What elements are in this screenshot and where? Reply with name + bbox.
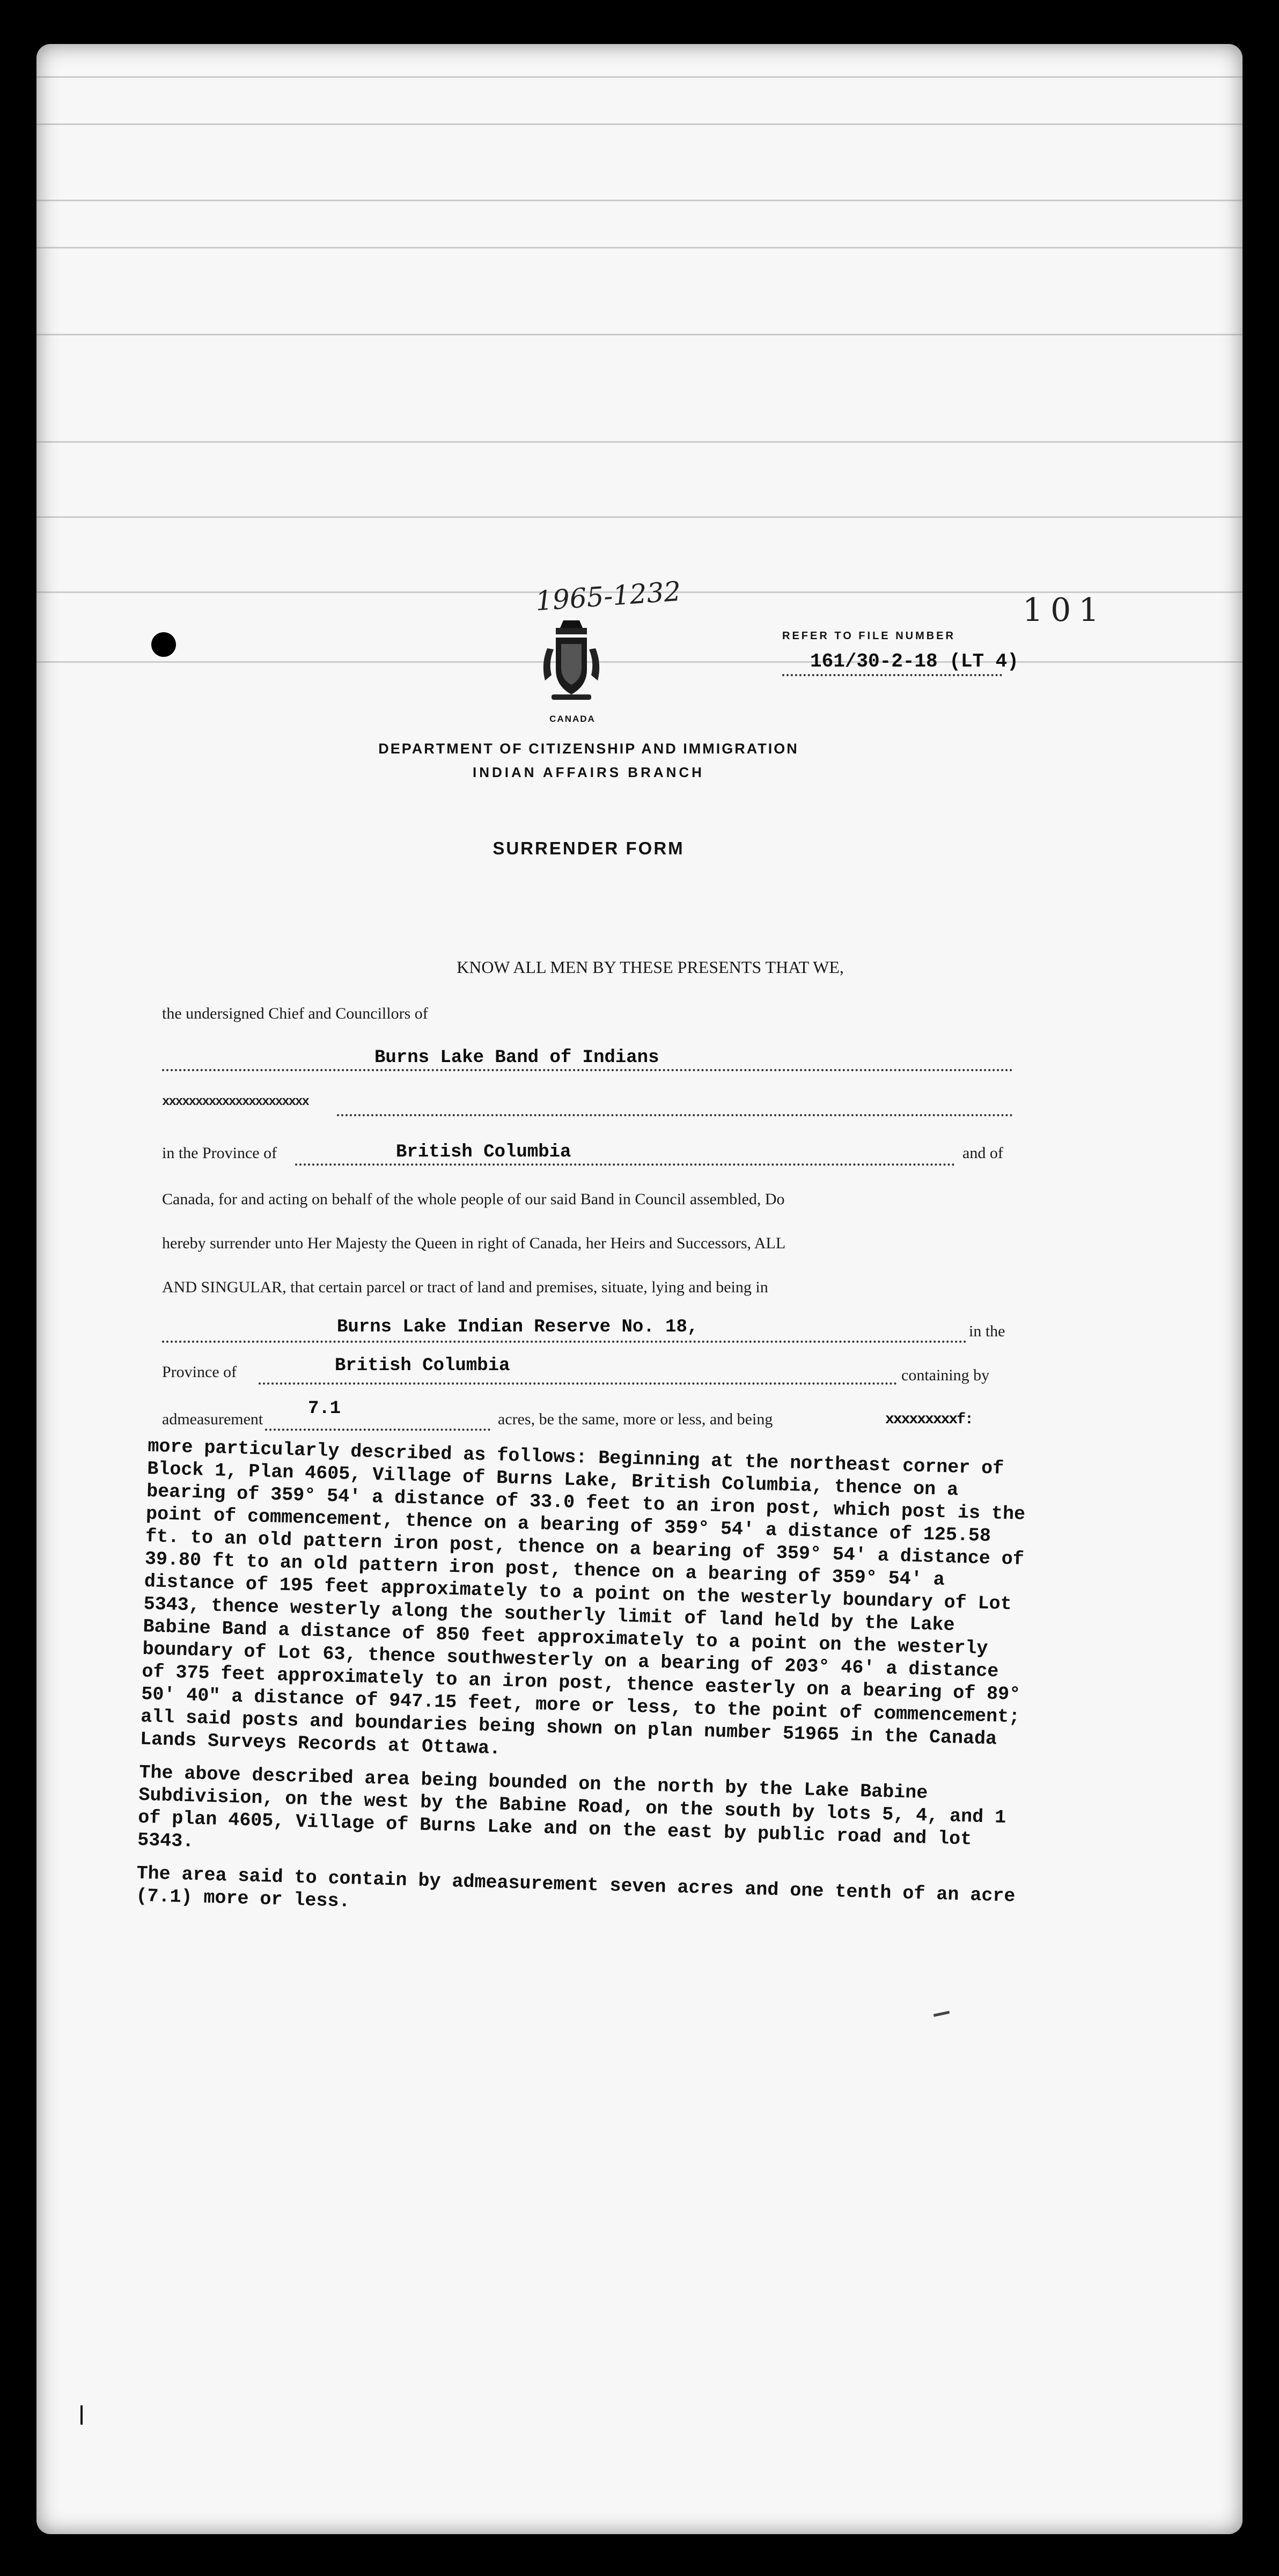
scan-line (36, 441, 1243, 443)
reserve-name: Burns Lake Indian Reserve No. 18, (337, 1317, 699, 1337)
department-heading: DEPARTMENT OF CITIZENSHIP AND IMMIGRATION (378, 741, 799, 757)
coat-of-arms-icon (540, 616, 603, 707)
body-line-2: hereby surrender unto Her Majesty the Queen in right of Canada, her Heirs and Successors, ALL (162, 1234, 786, 1252)
canada-label: CANADA (549, 714, 596, 724)
scan-line (36, 247, 1243, 248)
acres-line (265, 1429, 490, 1431)
containing-by-label: containing by (901, 1366, 990, 1384)
struck-out-word: xxxxxxxxxf: (885, 1411, 973, 1428)
scan-line (36, 334, 1243, 335)
scan-line (36, 123, 1243, 125)
body-line-1: Canada, for and acting on behalf of the whole people of our said Band in Council assembled, Do (162, 1190, 785, 1208)
body-line-3: AND SINGULAR, that certain parcel or tract of land and premises, situate, lying and being in (162, 1278, 768, 1296)
handwritten-order-number: 1965-1232 (534, 575, 682, 617)
ink-mark (933, 2011, 950, 2017)
councillors-label: the undersigned Chief and Councillors of (162, 1005, 428, 1022)
struck-out-line: xxxxxxxxxxxxxxxxxxxxxx (162, 1095, 308, 1109)
acres-text: acres, be the same, more or less, and being (498, 1410, 773, 1428)
refer-to-file-label: REFER TO FILE NUMBER (782, 630, 955, 642)
ink-mark (80, 2405, 83, 2425)
form-title: SURRENDER FORM (493, 838, 685, 858)
description-paragraph-2: The above described area being bounded on the north by the Lake Babine Subdivision, on the west by the Babine Road, on the south by lots 5, 4, and 1 of plan 4605, Village of Burns Lake and on the east by public road and lot 5343. (137, 1761, 1006, 1853)
description-paragraph-3: The area said to contain by admeasurement seven acres and one tenth of an acre (7.1) more or less. (135, 1862, 1016, 1913)
reserve-line (162, 1341, 967, 1343)
scan-line (36, 516, 1243, 518)
scan-line (36, 661, 1243, 663)
and-of-label: and of (962, 1144, 1003, 1162)
scan-line (36, 76, 1243, 78)
blank-line (337, 1114, 1013, 1116)
band-name-line (162, 1069, 1013, 1071)
band-name: Burns Lake Band of Indians (374, 1048, 659, 1068)
scan-line (36, 200, 1243, 201)
province-of-label: Province of (162, 1363, 237, 1381)
description-paragraph-1: more particularly described as follows: Beginning at the northeast corner of Block 1, Plan 4605, Village of Burns Lake, British Columbia, thence on a bearing of 359° 54' a distance of 33.0 feet to an iron post, which post is the point of commencement, thence on a bearing of 359° 54' a distance of 125.58 ft. to an old pattern iron post, thence on a bearing of 359° 54' a distance of 39.80 ft to an old pattern iron post, thence on a bearing of 359° 54' a distance of 195 feet approximately to a point on the westerly boundary of Lot 5343, thence westerly along the southerly limit of land held by the Lake Babine Band a distance of 850 feet approximately to a point on the westerly boundary of Lot 63, thence southwesterly on a bearing of 203° 46' a distance of 375 feet approximately to an iron post, thence easterly on a bearing of 89° 50' 40" a distance of 947.15 feet, more or less, to the point of commencement; all said posts and boundaries being shown on plan number 51965 in the Canada Lands Surveys Records at Ottawa. (139, 1435, 1026, 1760)
province-value: British Columbia (396, 1142, 571, 1162)
province-label: in the Province of (162, 1144, 277, 1162)
intro-line: KNOW ALL MEN BY THESE PRESENTS THAT WE, (457, 957, 844, 977)
province-2-value: British Columbia (335, 1356, 510, 1376)
file-number: 161/30-2-18 (LT 4) (810, 650, 1019, 672)
province-2-line (259, 1382, 897, 1385)
land-description (135, 1435, 1033, 1941)
admeasurement-label: admeasurement (162, 1410, 263, 1428)
handwritten-page-number: 101 (1023, 591, 1107, 629)
scanned-page (36, 44, 1243, 2534)
province-line (295, 1163, 955, 1166)
punch-hole (151, 632, 176, 657)
branch-heading: INDIAN AFFAIRS BRANCH (473, 764, 704, 780)
acres-value: 7.1 (308, 1399, 341, 1419)
file-number-line (782, 674, 1002, 676)
in-the-label: in the (969, 1322, 1005, 1340)
